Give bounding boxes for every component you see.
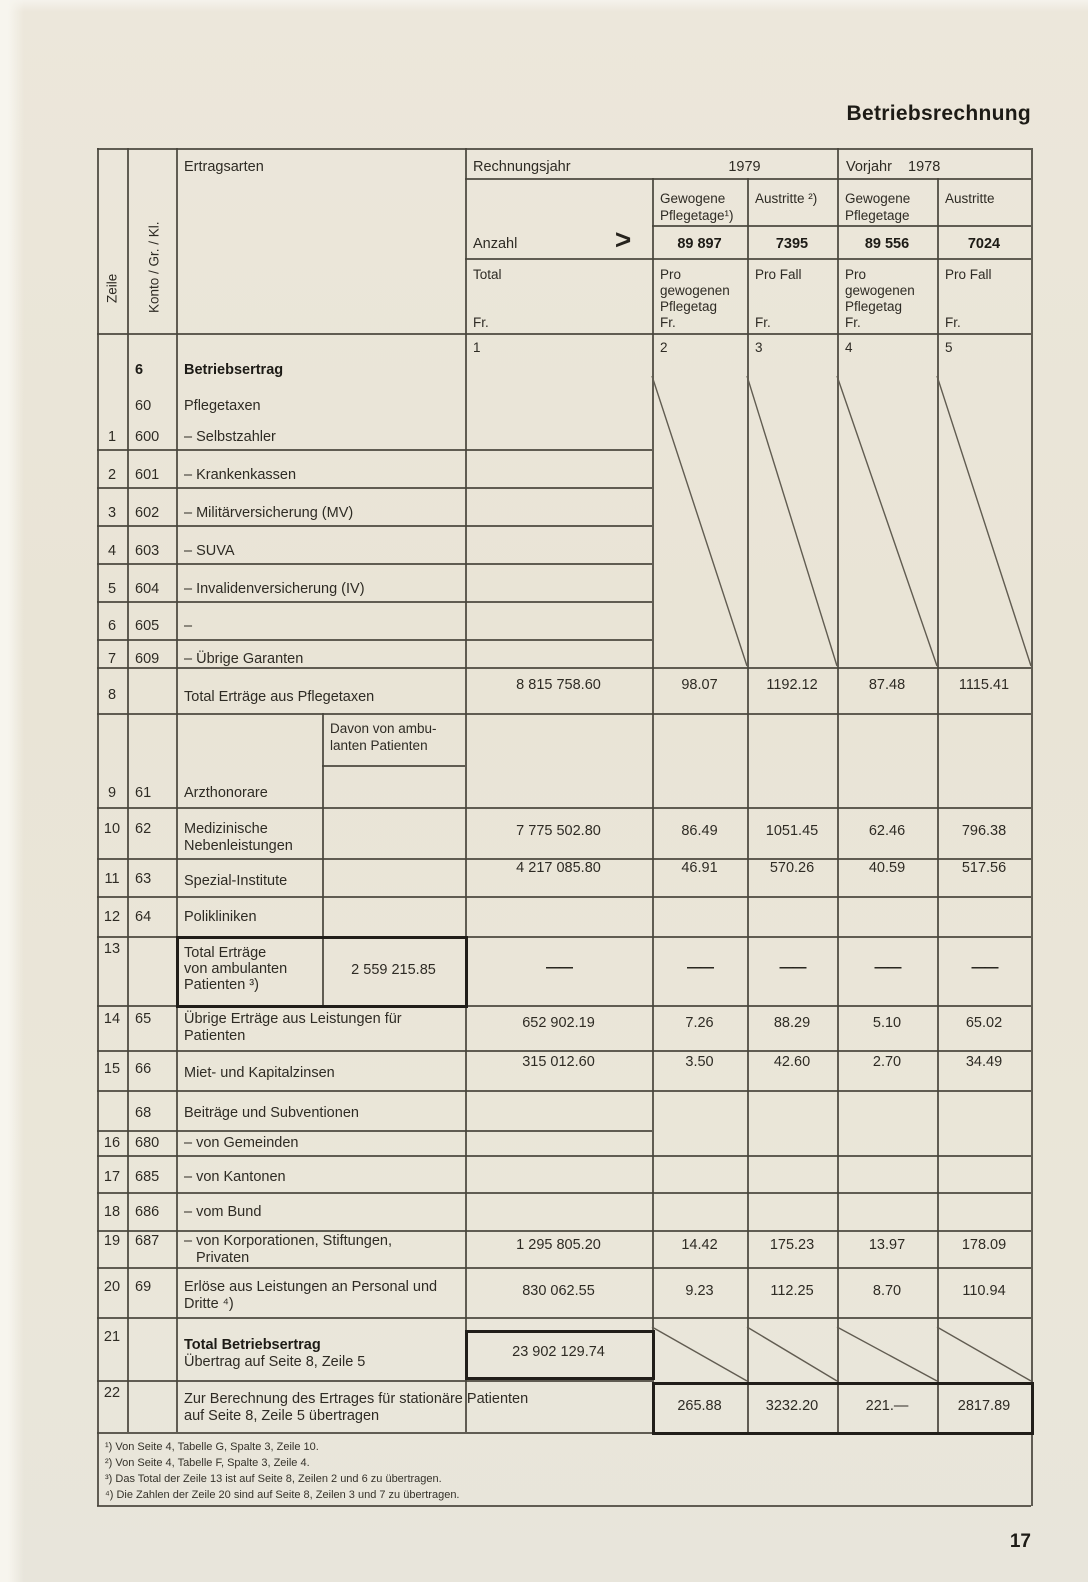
zeile-14: 14 [103, 1011, 121, 1027]
label-medizinische: Medizinische [184, 821, 268, 837]
page-number: 17 [1009, 1531, 1031, 1552]
label-korporationen-1: – von Korporationen, Stiftungen, [184, 1233, 392, 1249]
cell-r11-c2: 46.91 [681, 860, 718, 876]
davon-header-line2: lanten Patienten [330, 738, 428, 753]
cell-r15-c2: 3.50 [685, 1054, 714, 1070]
column-header-zeile: Zeile [104, 273, 120, 303]
zeile-8: 8 [107, 687, 117, 703]
unit-fr: Fr. [473, 315, 489, 330]
cell-r14-c3: 88.29 [773, 1015, 811, 1031]
zeile-22: 22 [103, 1385, 121, 1401]
label-invalidenversicherung: – Invalidenversicherung (IV) [184, 581, 365, 597]
anzahl-pflegetage-1979: 89 897 [677, 236, 722, 252]
zeile-20: 20 [103, 1279, 121, 1295]
header-pro-fall-1978: Pro Fall [945, 267, 992, 282]
header-year-1978: 1978 [908, 159, 941, 175]
zeile-9: 9 [107, 785, 117, 801]
cell-r10-c4: 62.46 [868, 823, 906, 839]
cell-r15-total: 315 012.60 [522, 1054, 595, 1070]
label-total-ambulant-2: von ambulanten [184, 961, 288, 977]
col-index-3: 3 [755, 340, 763, 355]
konto-64: 64 [135, 909, 152, 925]
label-miet-kapitalzinsen: Miet- und Kapitalzinsen [184, 1065, 335, 1081]
col-index-5: 5 [945, 340, 953, 355]
cell-r21-total: 23 902 129.74 [512, 1344, 605, 1360]
label-selbstzahler: – Selbstzahler [184, 429, 276, 445]
cell-r19-c4: 13.97 [868, 1237, 906, 1253]
cell-r15-c4: 2.70 [872, 1054, 902, 1070]
label-total-ambulant-3: Patienten ³) [184, 977, 259, 993]
label-suva: – SUVA [184, 543, 235, 559]
cell-r14-c4: 5.10 [872, 1015, 902, 1031]
cell-r20-c4: 8.70 [872, 1283, 902, 1299]
label-betriebsertrag: Betriebsertrag [184, 362, 284, 378]
greater-than-pointer: > [614, 224, 632, 255]
header-pro: Pro [845, 267, 867, 282]
label-605: – [184, 618, 193, 634]
cell-r19-c2: 14.42 [681, 1237, 718, 1253]
header-gewogenen: gewogenen [845, 283, 915, 298]
zeile-4: 4 [107, 543, 117, 559]
zeile-21: 21 [103, 1329, 121, 1345]
cell-r11-c3: 570.26 [769, 860, 815, 876]
cell-r13-c2-dash: —— [687, 960, 712, 976]
konto-603: 603 [135, 543, 160, 559]
cell-r8-c4: 87.48 [868, 677, 906, 693]
label-total-pflegetaxen: Total Erträge aus Pflegetaxen [184, 689, 375, 705]
cell-r10-c3: 1051.45 [765, 823, 819, 839]
zeile-18: 18 [103, 1204, 121, 1220]
cell-r20-c2: 9.23 [685, 1283, 714, 1299]
cell-r22-c3: 3232.20 [765, 1398, 819, 1414]
label-krankenkassen: – Krankenkassen [184, 467, 297, 483]
cell-r20-total: 830 062.55 [522, 1283, 595, 1299]
zeile-1: 1 [107, 429, 117, 445]
cell-r11-c4: 40.59 [868, 860, 906, 876]
konto-63: 63 [135, 871, 152, 887]
zeile-16: 16 [103, 1135, 121, 1151]
konto-685: 685 [135, 1169, 160, 1185]
label-vom-bund: – vom Bund [184, 1204, 262, 1220]
cell-r13-c4-dash: —— [874, 960, 900, 976]
cell-r22-c2: 265.88 [677, 1398, 722, 1414]
konto-61: 61 [135, 785, 152, 801]
cell-r13-c3-dash: —— [779, 960, 805, 976]
label-korporationen-2: Privaten [196, 1250, 250, 1266]
header-austritte-1979: Austritte ²) [755, 191, 818, 206]
zeile-15: 15 [103, 1061, 121, 1077]
cell-r19-c3: 175.23 [769, 1237, 815, 1253]
konto-69: 69 [135, 1279, 152, 1295]
konto-605: 605 [135, 618, 160, 634]
zeile-7: 7 [107, 651, 117, 667]
zeile-5: 5 [107, 581, 117, 597]
cell-r14-c5: 65.02 [965, 1015, 1003, 1031]
footnote-2: ²) Von Seite 4, Tabelle F, Spalte 3, Zeile 4. [105, 1457, 310, 1469]
cell-r11-total: 4 217 085.80 [516, 860, 601, 876]
label-spezial-institute: Spezial-Institute [184, 873, 288, 889]
label-total-betriebsertrag: Total Betriebsertrag [184, 1337, 321, 1353]
zeile-17: 17 [103, 1169, 121, 1185]
label-uebrige-ertraege-1: Übrige Erträge aus Leistungen für [184, 1011, 402, 1027]
konto-686: 686 [135, 1204, 160, 1220]
cell-r8-c5: 1115.41 [958, 677, 1010, 693]
cell-r8-total: 8 815 758.60 [516, 677, 601, 693]
col-index-1: 1 [473, 340, 481, 355]
label-von-gemeinden: – von Gemeinden [184, 1135, 299, 1151]
col-index-2: 2 [660, 340, 668, 355]
zeile-11: 11 [104, 871, 120, 887]
label-nebenleistungen: Nebenleistungen [184, 838, 293, 854]
anzahl-austritte-1978: 7024 [967, 236, 1001, 252]
cell-r10-total: 7 775 502.80 [516, 823, 601, 839]
davon-header-line1: Davon von ambu- [330, 721, 437, 736]
label-arzthonorare: Arzthonorare [184, 785, 268, 801]
footnote-3: ³) Das Total der Zeile 13 ist auf Seite 8, Zeilen 2 und 6 zu übertragen. [105, 1473, 442, 1485]
konto-601: 601 [135, 467, 160, 483]
zeile-6: 6 [107, 618, 117, 634]
label-uebrige-garanten: – Übrige Garanten [184, 651, 304, 667]
col-index-4: 4 [845, 340, 853, 355]
header-year-1979: 1979 [728, 159, 761, 175]
label-stationaer-1: Zur Berechnung des Ertrages für stationäre Patienten [184, 1391, 529, 1407]
konto-66: 66 [135, 1061, 152, 1077]
zeile-2: 2 [107, 467, 117, 483]
header-pflegetage-1978: Pflegetage [845, 208, 910, 223]
header-total: Total [473, 267, 502, 282]
label-total-ambulant-1: Total Erträge [184, 945, 267, 961]
cell-r15-c3: 42.60 [773, 1054, 811, 1070]
konto-602: 602 [135, 505, 160, 521]
cell-r13-c5-dash: —— [971, 960, 997, 976]
label-polikliniken: Polikliniken [184, 909, 257, 925]
header-pro-fall-1979: Pro Fall [755, 267, 802, 282]
zeile-12: 12 [103, 909, 121, 925]
footnote-4: ⁴) Die Zahlen der Zeile 20 sind auf Seite 8, Zeilen 3 und 7 zu übertragen. [105, 1489, 460, 1501]
label-erloese-1: Erlöse aus Leistungen an Personal und [184, 1279, 438, 1295]
konto-609: 609 [135, 651, 160, 667]
unit-fr: Fr. [755, 315, 771, 330]
header-vorjahr: Vorjahr [846, 159, 892, 175]
header-rechnungsjahr: Rechnungsjahr [473, 159, 571, 175]
label-uebrige-ertraege-2: Patienten [184, 1028, 246, 1044]
header-pflegetag: Pflegetag [845, 299, 903, 314]
konto-65: 65 [135, 1011, 152, 1027]
cell-r19-c5: 178.09 [961, 1237, 1007, 1253]
cell-r14-total: 652 902.19 [522, 1015, 595, 1031]
cell-r13-total-dash: —— [546, 960, 571, 976]
label-erloese-2: Dritte ⁴) [184, 1296, 234, 1312]
anzahl-label: Anzahl [473, 236, 518, 252]
header-gewogene-1978: Gewogene [845, 191, 911, 206]
cell-r13-davon: 2 559 215.85 [351, 962, 436, 978]
header-pflegetag: Pflegetag [660, 299, 718, 314]
zeile-3: 3 [107, 505, 117, 521]
label-beitraege-subventionen: Beiträge und Subventionen [184, 1105, 359, 1121]
cell-r22-c5: 2817.89 [957, 1398, 1011, 1414]
konto-604: 604 [135, 581, 160, 597]
cell-r15-c5: 34.49 [965, 1054, 1003, 1070]
label-militaerversicherung: – Militärversicherung (MV) [184, 505, 354, 521]
column-header-konto: Konto / Gr. / Kl. [146, 221, 162, 313]
cell-r20-c3: 112.25 [770, 1283, 814, 1299]
cell-r11-c5: 517.56 [961, 860, 1007, 876]
unit-fr: Fr. [945, 315, 961, 330]
zeile-10: 10 [103, 821, 121, 837]
cell-r19-total: 1 295 805.20 [516, 1237, 601, 1253]
cell-r8-c3: 1192.12 [766, 677, 818, 693]
column-header-ertragsarten: Ertragsarten [184, 159, 264, 175]
unit-fr: Fr. [660, 315, 676, 330]
cell-r10-c2: 86.49 [681, 823, 718, 839]
zeile-13: 13 [103, 941, 121, 957]
cell-r10-c5: 796.38 [961, 823, 1007, 839]
konto-60: 60 [135, 398, 152, 414]
header-gewogene-1979: Gewogene [660, 191, 726, 206]
header-pflegetage-1979: Pflegetage¹) [660, 208, 734, 223]
label-von-kantonen: – von Kantonen [184, 1169, 286, 1185]
label-pflegetaxen: Pflegetaxen [184, 398, 261, 414]
cell-r8-c2: 98.07 [681, 677, 718, 693]
konto-62: 62 [135, 821, 152, 837]
cell-r22-c4: 221.— [865, 1398, 909, 1414]
header-austritte-1978: Austritte [945, 191, 995, 206]
page-title: Betriebsrechnung [846, 102, 1031, 125]
footnote-1: ¹) Von Seite 4, Tabelle G, Spalte 3, Zeile 10. [105, 1441, 319, 1453]
konto-6: 6 [135, 362, 144, 378]
anzahl-pflegetage-1978: 89 556 [864, 236, 910, 252]
konto-687: 687 [135, 1233, 160, 1249]
cell-r14-c2: 7.26 [685, 1015, 714, 1031]
cell-r20-c5: 110.94 [962, 1283, 1006, 1299]
konto-680: 680 [135, 1135, 160, 1151]
header-pro: Pro [660, 267, 682, 282]
unit-fr: Fr. [845, 315, 861, 330]
label-stationaer-2: auf Seite 8, Zeile 5 übertragen [184, 1408, 380, 1424]
konto-68: 68 [135, 1105, 152, 1121]
label-uebertrag-seite8: Übertrag auf Seite 8, Zeile 5 [184, 1354, 366, 1370]
konto-600: 600 [135, 429, 160, 445]
header-gewogenen: gewogenen [660, 283, 730, 298]
zeile-19: 19 [103, 1233, 121, 1249]
anzahl-austritte-1979: 7395 [775, 236, 809, 252]
